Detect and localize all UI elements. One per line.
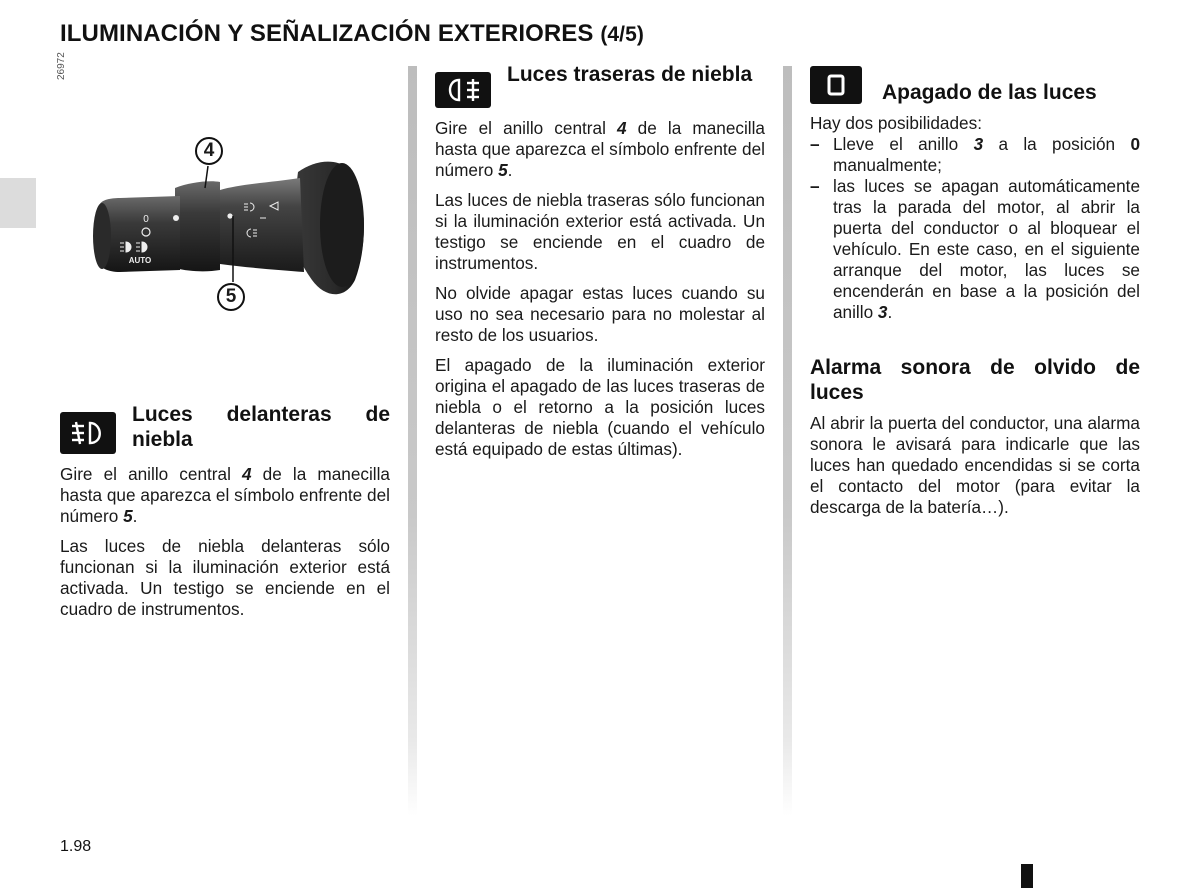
ring-indicator-dot — [227, 213, 232, 218]
options-list — [810, 134, 1140, 323]
intro-text: Hay dos posibilidades: — [810, 113, 982, 133]
paragraph: Las luces de niebla traseras sólo funcionan si la iluminación exterior está activada. Un testigo se enciende en el cuadro de instrumentos. — [435, 190, 765, 273]
callout-4: 4 — [195, 137, 223, 165]
list-item: – Lleve el anillo 3 a la posición 0 manualmente; — [810, 134, 1140, 175]
front-fog-light-icon — [60, 412, 116, 454]
section-title: Luces traseras de niebla — [507, 63, 753, 86]
corner-mark — [1021, 864, 1033, 888]
auto-label: AUTO — [128, 256, 152, 265]
section-front-fog — [60, 402, 390, 629]
section-rear-fog — [435, 62, 765, 469]
page-number: 1.98 — [60, 838, 92, 855]
section-title-alarm: Alarma sonora de olvido de luces — [810, 356, 1140, 404]
paragraph: Gire el anillo central 4 de la manecilla hasta que aparezca el símbolo enfrente del número 5. — [435, 118, 765, 180]
paragraph: Las luces de niebla delanteras sólo funcionan si la iluminación exterior está activada. Un testigo se enciende en el cuadro de instrumentos. — [60, 536, 390, 619]
column-divider — [408, 66, 417, 816]
rear-fog-light-icon — [435, 72, 491, 108]
callout-5: 5 — [217, 283, 245, 311]
page-title-text: ILUMINACIÓN Y SEÑALIZACIÓN EXTERIORES — [60, 20, 594, 47]
section-title: Luces delanteras de niebla — [132, 403, 390, 451]
figure-code: 26972 — [56, 52, 67, 80]
page-title — [60, 20, 644, 48]
column-divider — [783, 66, 792, 816]
section-title: Apagado de las luces — [882, 81, 1097, 104]
paragraph: Al abrir la puerta del conductor, una alarma sonora le avisará para indicarle que las luces han quedado encendidas si se corta el contacto del motor (para evitar la descarga de la batería…). — [810, 413, 1140, 517]
page-title-suffix: (4/5) — [600, 23, 644, 46]
ring-indicator-dot — [173, 215, 179, 221]
section-lights-off — [810, 66, 1140, 527]
paragraph: No olvide apagar estas luces cuando su uso no sea necesario para no molestar al resto de los usuarios. — [435, 283, 765, 345]
paragraph: Gire el anillo central 4 de la manecilla hasta que aparezca el símbolo enfrente del número 5. — [60, 464, 390, 526]
side-tab — [0, 178, 36, 228]
paragraph: El apagado de la iluminación exterior origina el apagado de las luces traseras de niebla o el retorno a la posición luces delanteras de niebla (cuando el vehículo está equipado de estas últimas). — [435, 355, 765, 459]
list-item: – las luces se apagan automáticamente tras la parada del motor, al abrir la puerta del conductor o al bloquear el vehículo. En este caso, en el siguiente arranque del motor, las luces se encenderán en base a la posición del anillo 3. — [810, 176, 1140, 322]
switch-off-mark: 0 — [143, 214, 149, 225]
zero-position-icon — [810, 66, 862, 104]
